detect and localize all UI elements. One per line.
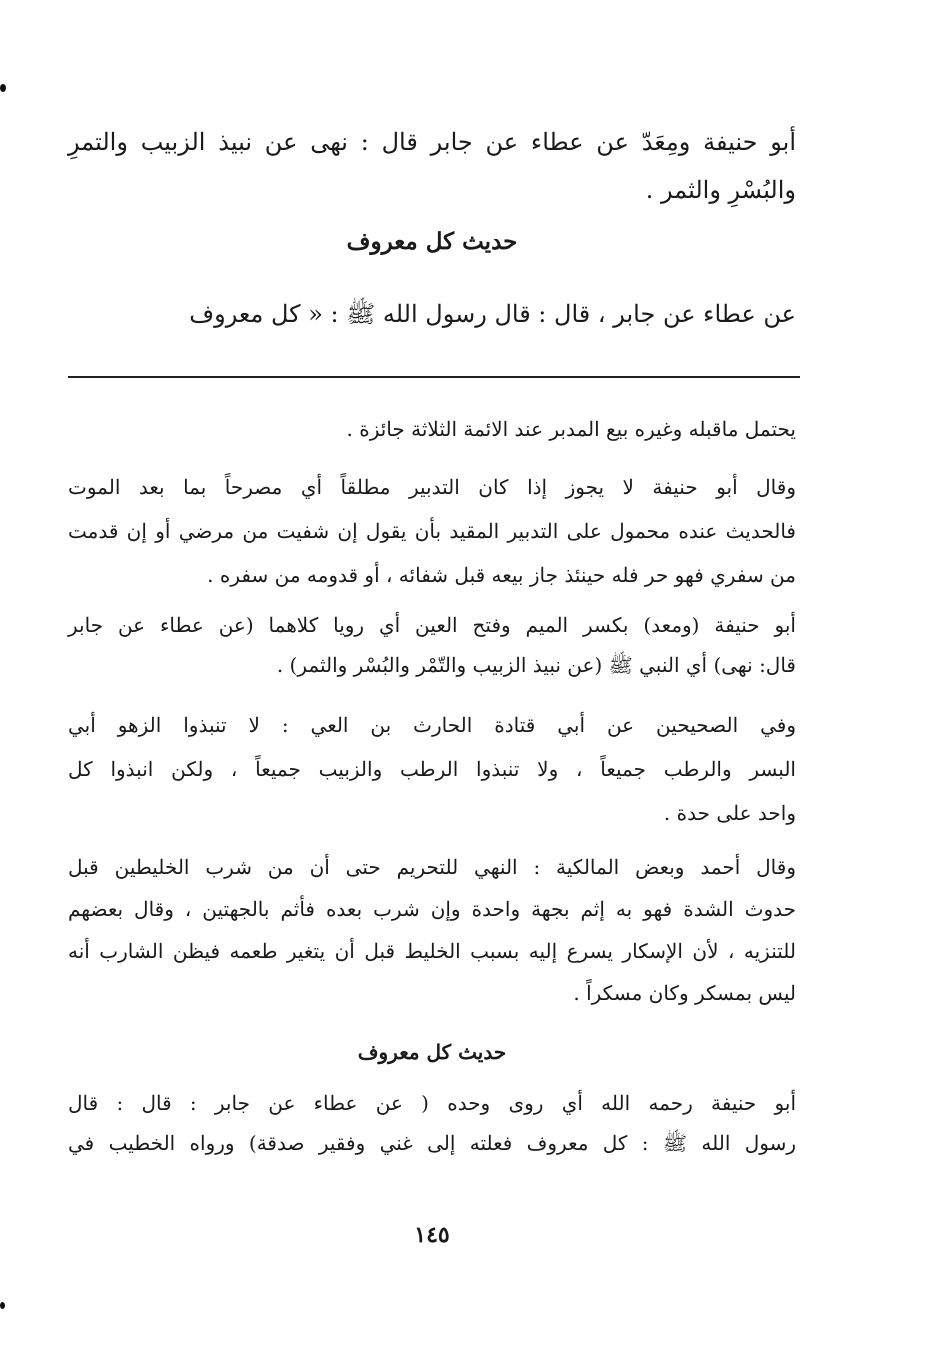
- page-number: ١٤٥: [414, 1222, 450, 1248]
- commentary-paragraph-5-line-3: للتنزيه ، لأن الإسكار يسرع إليه بسبب الخليط قبل أن يتغير طعمه فيظن الشارب أنه: [68, 939, 796, 963]
- commentary-paragraph-3-line-1: أبو حنيفة (ومعد) بكسر الميم وفتح العين أي رويا كلاهما (عن عطاء عن جابر: [68, 613, 796, 637]
- commentary-paragraph-6-line-2: رسول الله ﷺ : كل معروف فعلته إلى غني وفقير صدقة) ورواه الخطيب في: [68, 1131, 796, 1155]
- commentary-paragraph-5-line-4: ليس بمسكر وكان مسكراً .: [573, 981, 796, 1005]
- commentary-paragraph-4-line-3: واحد على حدة .: [663, 801, 796, 825]
- footnote-divider: [68, 376, 800, 378]
- main-text-line-2: والبُسْرِ والثمر .: [645, 176, 796, 204]
- book-page: [68, 0, 796, 1362]
- commentary-paragraph-4-line-2: البسر والرطب جميعاً ، ولا تنبذوا الرطب والزبيب جميعاً ، ولكن انبذوا كل: [68, 757, 796, 781]
- commentary-paragraph-6-line-1: أبو حنيفة رحمه الله أي روى وحده ( عن عطاء عن جابر : قال : قال: [68, 1091, 796, 1115]
- commentary-paragraph-5-line-1: وقال أحمد وبعض المالكية : النهي للتحريم حتى أن من شرب الخليطين قبل: [68, 855, 796, 879]
- commentary-paragraph-1: يحتمل ماقبله وغيره بيع المدبر عند الائمة الثلاثة جائزة .: [346, 417, 796, 441]
- scan-speck: [0, 1302, 5, 1309]
- main-heading: حديث كل معروف: [346, 228, 518, 255]
- commentary-paragraph-4-line-1: وفي الصحيحين عن أبي قتادة الحارث بن العي : لا تنبذوا الزهو أبي: [68, 713, 796, 737]
- commentary-paragraph-2-line-3: من سفري فهو حر فله حينئذ جاز بيعه قبل شفائه ، أو قدومه من سفره .: [207, 563, 796, 587]
- main-text-line-3: عن عطاء عن جابر ، قال : قال رسول الله ﷺ : « كل معروف: [189, 300, 796, 328]
- commentary-paragraph-2-line-2: فالحديث عنده محمول على التدبير المقيد بأن يقول إن شفيت من مرضي أو إن قدمت: [68, 519, 796, 543]
- commentary-paragraph-3-line-2: قال: نهى) أي النبي ﷺ (عن نبيذ الزبيب والتّمْر والبُسْر والثمر) .: [276, 653, 796, 677]
- commentary-paragraph-5-line-2: حدوث الشدة فهو به إثم بجهة واحدة وإن شرب بعده فأثم بالجهتين ، وقال بعضهم: [68, 897, 796, 921]
- commentary-heading: حديث كل معروف: [357, 1040, 507, 1064]
- main-text-line-1: أبو حنيفة ومِعَدّ عن عطاء عن جابر قال : نهى عن نبيذ الزبيب والتمرِ: [68, 128, 796, 156]
- scan-speck: [0, 84, 6, 92]
- commentary-paragraph-2-line-1: وقال أبو حنيفة لا يجوز إذا كان التدبير مطلقاً أي مصرحاً بما بعد الموت: [68, 475, 796, 499]
